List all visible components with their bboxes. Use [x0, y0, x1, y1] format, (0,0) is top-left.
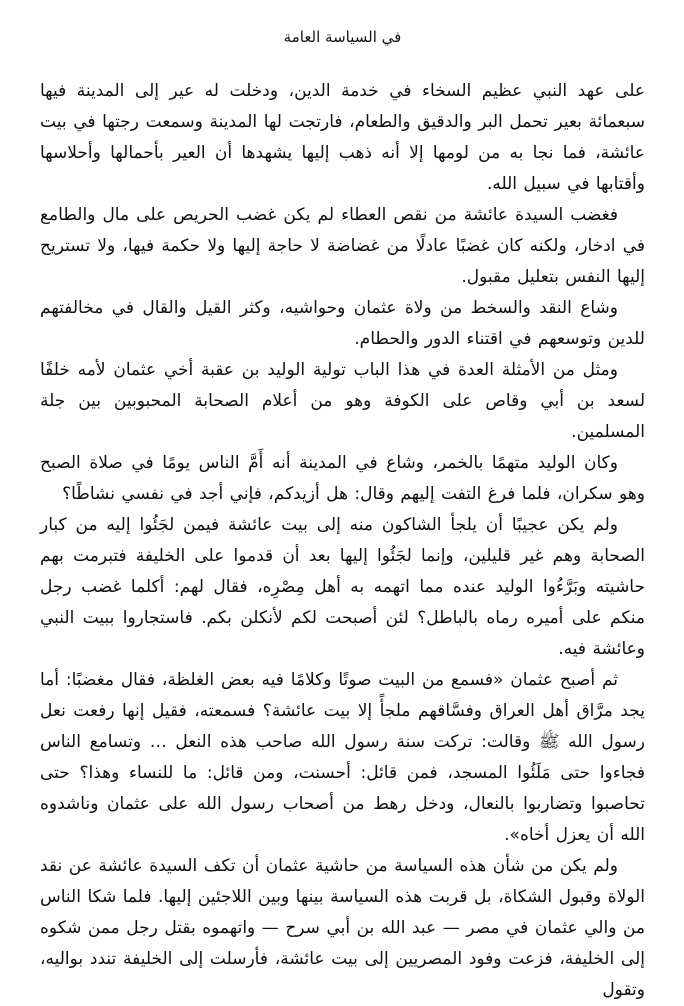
paragraph-3: وشاع النقد والسخط من ولاة عثمان وحواشيه، وكثر القيل والقال في مخالفتهم للدين وتوسعهم في اقتناء الدور والحطام. [40, 298, 645, 349]
paragraph-8: ولم يكن من شأن هذه السياسة من حاشية عثمان أن تكف السيدة عائشة عن نقد الولاة وقبول الشكاة، بل قربت هذه السياسة بينها وبين اللاجئين إليها. فلما شكا الناس من والي عثمان في مصر — عبد الله بن أبي سرح — واتهموه بقتل رجل ممن شكوه إلى الخليفة، فزعت وفود المصريين إلى بيت عائشة، فأرسلت إلى الخليفة تندد بواليه، وتقول [40, 856, 645, 1000]
paragraph-1: على عهد النبي عظيم السخاء في خدمة الدين، ودخلت له عير إلى المدينة فيها سبعمائة بعير تحمل البر والدقيق والطعام، فارتجت لها المدينة وسمعت رجتها في بيت عائشة، فما نجا به من لومها إلا أنه ذهب إليها يشهدها أن العير بأحمالها وأحلاسها وأقتابها في سبيل الله. [40, 81, 645, 194]
paragraph-7: ثم أصبح عثمان «فسمع من البيت صوتًا وكلامًا فيه بعض الغلظة، فقال مغضبًا: أما يجد مرَّاق أهل العراق وفسَّاقهم ملجأً إلا بيت عائشة؟ فسمعته، فقيل إنها رفعت نعل رسول الله ﷺ وقالت: تركت سنة رسول الله صاحب هذه النعل … وتسامع الناس فجاءوا حتى مَلَئُوا المسجد، فمن قائل: أحسنت، ومن قائل: ما للنساء وهذا؟ حتى تحاصبوا وتضاربوا بالنعال، ودخل رهط من أصحاب رسول الله على عثمان وناشدوه الله أن يعزل أخاه». [40, 670, 645, 845]
paragraph-4: ومثل من الأمثلة العدة في هذا الباب تولية الوليد بن عقبة أخي عثمان لأمه خلفًا لسعد بن أبي وقاص على الكوفة وهو من أعلام الصحابة المحبوبين بين جلة المسلمين. [40, 360, 645, 442]
paragraph-6: ولم يكن عجيبًا أن يلجأ الشاكون منه إلى بيت عائشة فيمن لجَئُوا إليه من كبار الصحابة وهم غير قليلين، وإنما لجَئُوا إليها بعد أن قدموا على الخليفة فتبرمت بهم حاشيته وبَرَّءُوا الوليد عنده مما اتهمه به أهل مِصْرِه، فقال لهم: أكلما غضب رجل منكم على أميره رماه بالباطل؟ لئن أصبحت لكم لأنكلن بكم. فاستجاروا ببيت النبي وعائشة فيه. [40, 515, 645, 659]
paragraph-2: فغضب السيدة عائشة من نقص العطاء لم يكن غضب الحريص على مال والطامع في ادخار، ولكنه كان غضبًا عادلًا من غضاضة لا حاجة إليها ولا حكمة فيها، ولا تستريح إليها النفس بتعليل مقبول. [40, 205, 645, 287]
chapter-title: في السياسة العامة [283, 28, 402, 46]
body-text [40, 76, 645, 1006]
paragraph-5: وكان الوليد متهمًا بالخمر، وشاع في المدينة أنه أَمَّ الناس يومًا في صلاة الصبح وهو سكران، فلما فرغ التفت إليهم وقال: هل أزيدكم، فإني أجد في نفسي نشاطًا؟ [40, 453, 645, 504]
